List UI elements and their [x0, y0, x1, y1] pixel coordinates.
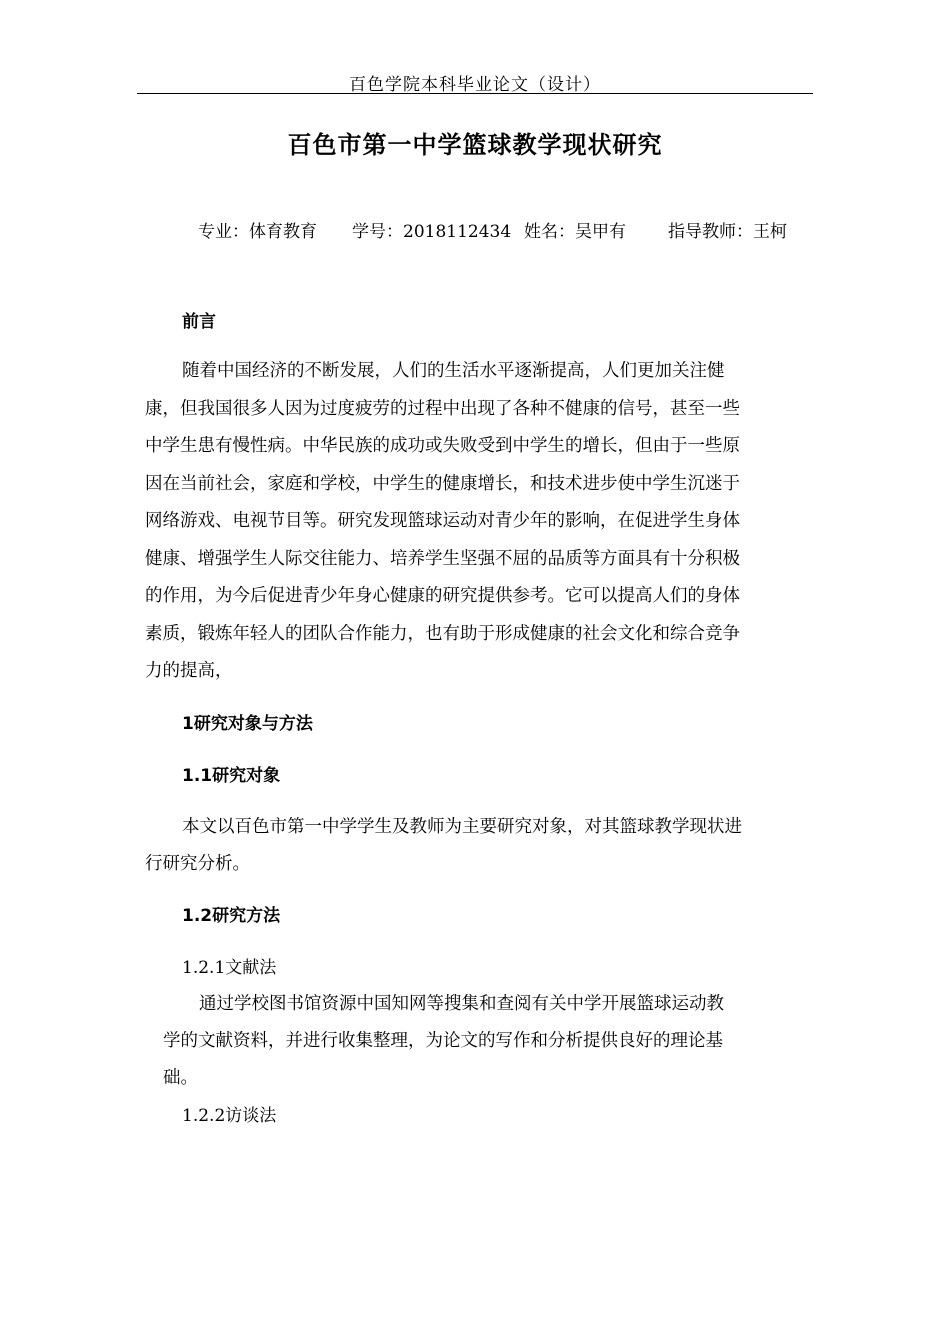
- paragraph-line: 通过学校图书馆资源中国知网等搜集和查阅有关中学开展篮球运动教: [199, 994, 724, 1014]
- paragraph-line: 健康、增强学生人际交往能力、培养学生坚强不屈的品质等方面具有十分积极: [145, 549, 740, 569]
- section-1-2-heading: 1.2研究方法: [182, 906, 281, 926]
- paragraph-line: 本文以百色市第一中学学生及教师为主要研究对象，对其篮球教学现状进: [182, 817, 742, 837]
- paragraph-line: 的作用，为今后促进青少年身心健康的研究提供参考。它可以提高人们的身体: [145, 586, 740, 606]
- paragraph-line: 学的文献资料，并进行收集整理，为论文的写作和分析提供良好的理论基: [163, 1031, 723, 1051]
- header-rule: [137, 93, 813, 94]
- running-header: 百色学院本科毕业论文（设计）: [349, 75, 601, 95]
- paragraph-line: 行研究分析。: [145, 854, 250, 874]
- name-field: 姓名：吴甲有: [524, 222, 626, 242]
- advisor-field: 指导教师：王柯: [668, 222, 787, 242]
- paper-title: 百色市第一中学篮球教学现状研究: [287, 131, 663, 159]
- paragraph-line: 随着中国经济的不断发展，人们的生活水平逐渐提高，人们更加关注健: [182, 361, 725, 381]
- preface-heading: 前言: [182, 312, 216, 332]
- paragraph-line: 康，但我国很多人因为过度疲劳的过程中出现了各种不健康的信号，甚至一些: [145, 399, 740, 419]
- paragraph-line: 网络游戏、电视节目等。研究发现篮球运动对青少年的影响，在促进学生身体: [145, 511, 740, 531]
- paragraph-line: 础。: [163, 1068, 198, 1088]
- paragraph-line: 因在当前社会，家庭和学校，中学生的健康增长，和技术进步使中学生沉迷于: [145, 474, 740, 494]
- section-1-2-1-heading: 1.2.1文献法: [182, 958, 277, 978]
- section-1-heading: 1研究对象与方法: [182, 714, 313, 734]
- paragraph-line: 力的提高，: [145, 661, 233, 681]
- major-field: 专业：体育教育: [198, 222, 317, 242]
- section-1-2-2-heading: 1.2.2访谈法: [182, 1106, 277, 1126]
- student-id-field: 学号：2018112434: [352, 222, 512, 242]
- paragraph-line: 素质，锻炼年轻人的团队合作能力，也有助于形成健康的社会文化和综合竞争: [145, 624, 740, 644]
- section-1-1-heading: 1.1研究对象: [182, 766, 281, 786]
- paragraph-line: 中学生患有慢性病。中华民族的成功或失败受到中学生的增长，但由于一些原: [145, 436, 740, 456]
